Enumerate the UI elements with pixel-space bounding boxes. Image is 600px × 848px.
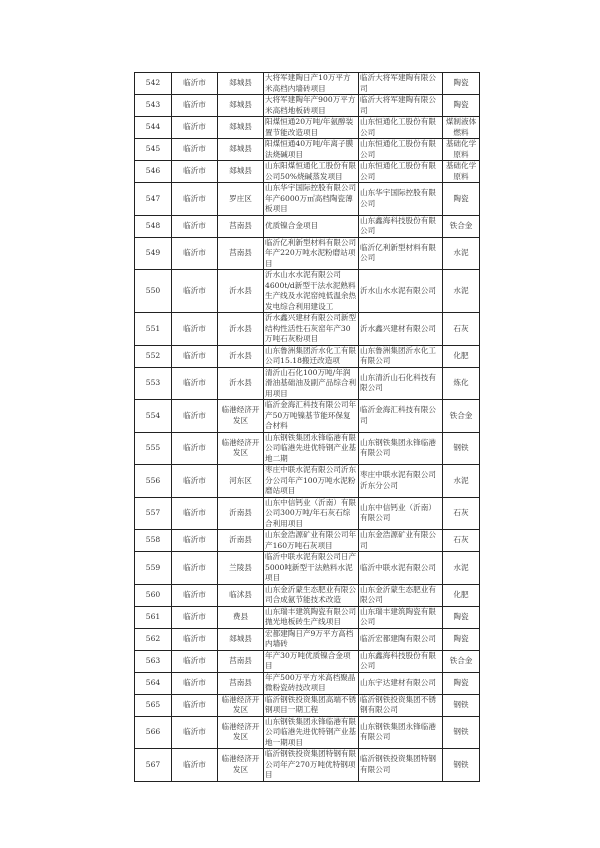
company-cell: 临沂钢铁投资集团不锈钢有限公司 [359,694,443,716]
company-cell: 山东恒通化工股份有限公司 [359,139,443,161]
table-row [135,270,480,313]
city-cell: 临沂市 [172,367,218,400]
county-cell: 河东区 [218,465,264,498]
city-cell: 临沂市 [172,650,218,672]
county-cell: 郯城县 [218,628,264,650]
project-name-cell: 宏都建陶日产9万平方高档内墙砖 [264,628,359,650]
company-cell: 山东华宇国际控股有限公司 [359,183,443,216]
row-number-cell: 567 [135,749,172,782]
county-cell: 郯城县 [218,139,264,161]
company-cell: 山东恒通化工股份有限公司 [359,117,443,139]
county-cell: 郯城县 [218,73,264,95]
row-number-cell: 542 [135,73,172,95]
industry-cell: 石灰 [443,530,480,552]
row-number-cell: 546 [135,161,172,183]
table-row [135,161,480,183]
city-cell: 临沂市 [172,313,218,346]
city-cell: 临沂市 [172,552,218,585]
industry-cell: 水泥 [443,552,480,585]
project-table [134,72,480,782]
industry-cell: 煤制液体燃料 [443,117,480,139]
row-number-cell: 555 [135,432,172,465]
company-cell: 沂水山水水泥有限公司 [359,270,443,313]
company-cell: 临沂大将军建陶有限公司 [359,95,443,117]
industry-cell: 石灰 [443,497,480,530]
county-cell: 临港经济开发区 [218,716,264,749]
company-cell: 山东金沂蒙生态肥业有限公司 [359,584,443,606]
table-row [135,73,480,95]
city-cell: 临沂市 [172,672,218,694]
industry-cell: 水泥 [443,465,480,498]
company-cell: 山东鑫海科技股份有限公司 [359,650,443,672]
row-number-cell: 558 [135,530,172,552]
industry-cell: 陶瓷 [443,183,480,216]
table-row [135,672,480,694]
city-cell: 临沂市 [172,749,218,782]
project-table-body [135,73,480,782]
city-cell: 临沂市 [172,606,218,628]
company-cell: 山东钢铁集团永锋临港有限公司 [359,716,443,749]
row-number-cell: 548 [135,215,172,237]
row-number-cell: 560 [135,584,172,606]
project-name-cell: 临沂中联水泥有限公司日产5000吨新型干法熟料水泥项目 [264,552,359,585]
company-cell: 山东宇达建材有限公司 [359,672,443,694]
table-row [135,139,480,161]
industry-cell: 水泥 [443,270,480,313]
county-cell: 郯城县 [218,161,264,183]
city-cell: 临沂市 [172,628,218,650]
county-cell: 临港经济开发区 [218,400,264,433]
industry-cell: 钢铁 [443,694,480,716]
city-cell: 临沂市 [172,694,218,716]
county-cell: 兰陵县 [218,552,264,585]
table-row [135,716,480,749]
row-number-cell: 543 [135,95,172,117]
row-number-cell: 554 [135,400,172,433]
company-cell: 枣庄中联水泥有限公司沂东分公司 [359,465,443,498]
project-name-cell: 年产30万吨优质镍合金项目 [264,650,359,672]
city-cell: 临沂市 [172,161,218,183]
project-name-cell: 山东钢铁集团永锋临港有限公司临港先进优特钢产业基地二期 [264,432,359,465]
project-name-cell: 清沂山石化100万吨/年润滑油基础油及副产品综合利用项目 [264,367,359,400]
row-number-cell: 557 [135,497,172,530]
city-cell: 临沂市 [172,183,218,216]
city-cell: 临沂市 [172,73,218,95]
project-name-cell: 沂水山水水泥有限公司4600t/d新型干法水泥熟料生产线及水泥窑纯低温余热发电综合利用建设工 [264,270,359,313]
county-cell: 沂水县 [218,367,264,400]
industry-cell: 基础化学原料 [443,139,480,161]
industry-cell: 钢铁 [443,432,480,465]
project-name-cell: 临沂钢铁投资集团特钢有限公司年产270万吨优特钢项目 [264,749,359,782]
company-cell: 山东鑫海科技股份有限公司 [359,215,443,237]
company-cell: 临沂中联水泥有限公司 [359,552,443,585]
row-number-cell: 561 [135,606,172,628]
row-number-cell: 551 [135,313,172,346]
table-row [135,400,480,433]
company-cell: 临沂宏都建陶有限公司 [359,628,443,650]
company-cell: 临沂金海汇科技有限公司 [359,400,443,433]
company-cell: 临沂亿利新型材料有限公司 [359,237,443,270]
company-cell: 山东中信钙业（沂南）有限公司 [359,497,443,530]
county-cell: 临港经济开发区 [218,432,264,465]
row-number-cell: 564 [135,672,172,694]
industry-cell: 炼化 [443,367,480,400]
row-number-cell: 550 [135,270,172,313]
project-name-cell: 年产500万平方米高档聚晶微粉瓷砖技改项目 [264,672,359,694]
project-name-cell: 阳煤恒通40万吨/年离子膜法烧碱项目 [264,139,359,161]
table-row [135,183,480,216]
table-row [135,650,480,672]
county-cell: 莒南县 [218,237,264,270]
city-cell: 临沂市 [172,432,218,465]
county-cell: 临港经济开发区 [218,749,264,782]
project-name-cell: 大将军建陶年产900万平方米高档地板砖项目 [264,95,359,117]
county-cell: 莒南县 [218,650,264,672]
city-cell: 临沂市 [172,716,218,749]
project-name-cell: 山东阳煤恒通化工股份有限公司50%烧碱蒸发项目 [264,161,359,183]
county-cell: 沂水县 [218,345,264,367]
industry-cell: 陶瓷 [443,628,480,650]
county-cell: 莒南县 [218,672,264,694]
project-name-cell: 大将军建陶日产10万平方米高档内墙砖项目 [264,73,359,95]
row-number-cell: 549 [135,237,172,270]
county-cell: 郯城县 [218,95,264,117]
city-cell: 临沂市 [172,345,218,367]
company-cell: 临沂大将军建陶有限公司 [359,73,443,95]
project-name-cell: 枣庄中联水泥有限公司沂东分公司年产100万吨水泥粉磨站项目 [264,465,359,498]
industry-cell: 基础化学原料 [443,161,480,183]
row-number-cell: 553 [135,367,172,400]
project-name-cell: 山东华宇国际控股有限公司年产6000万㎡高档陶瓷薄板项目 [264,183,359,216]
company-cell: 临沂钢铁投资集团特钢有限公司 [359,749,443,782]
project-name-cell: 山东金沂蒙生态肥业有限公司合成氨节能技术改造 [264,584,359,606]
county-cell: 临沭县 [218,584,264,606]
industry-cell: 铁合金 [443,650,480,672]
city-cell: 临沂市 [172,270,218,313]
project-name-cell: 山东金浩源矿业有限公司年产160万吨石灰项目 [264,530,359,552]
industry-cell: 化肥 [443,345,480,367]
project-name-cell: 山东瑞丰建筑陶瓷有限公司抛光地板砖生产线项目 [264,606,359,628]
company-cell: 山东金浩源矿业有限公司 [359,530,443,552]
table-row [135,530,480,552]
project-name-cell: 山东钢铁集团永锋临港有限公司临港先进优特钢产业基地一期项目 [264,716,359,749]
city-cell: 临沂市 [172,530,218,552]
city-cell: 临沂市 [172,215,218,237]
row-number-cell: 559 [135,552,172,585]
industry-cell: 水泥 [443,237,480,270]
row-number-cell: 565 [135,694,172,716]
industry-cell: 钢铁 [443,749,480,782]
project-name-cell: 临沂金海汇科技有限公司年产50万吨镍基节能环保复合材料 [264,400,359,433]
county-cell: 沂南县 [218,530,264,552]
city-cell: 临沂市 [172,584,218,606]
table-row [135,95,480,117]
row-number-cell: 556 [135,465,172,498]
project-name-cell: 临沂钢铁投资集团高端不锈钢项目一期工程 [264,694,359,716]
table-row [135,215,480,237]
industry-cell: 陶瓷 [443,95,480,117]
table-row [135,313,480,346]
industry-cell: 陶瓷 [443,672,480,694]
table-row [135,694,480,716]
row-number-cell: 562 [135,628,172,650]
county-cell: 罗庄区 [218,183,264,216]
table-row [135,237,480,270]
county-cell: 费县 [218,606,264,628]
row-number-cell: 545 [135,139,172,161]
city-cell: 临沂市 [172,465,218,498]
table-row [135,345,480,367]
row-number-cell: 544 [135,117,172,139]
city-cell: 临沂市 [172,117,218,139]
row-number-cell: 552 [135,345,172,367]
county-cell: 沂水县 [218,313,264,346]
project-name-cell: 优质镍合金项目 [264,215,359,237]
project-name-cell: 临沂亿利新型材料有限公司年产220万吨水泥粉磨站项目 [264,237,359,270]
row-number-cell: 566 [135,716,172,749]
city-cell: 临沂市 [172,400,218,433]
county-cell: 莒南县 [218,215,264,237]
company-cell: 山东恒通化工股份有限公司 [359,161,443,183]
table-row [135,497,480,530]
table-row [135,584,480,606]
table-row [135,367,480,400]
industry-cell: 陶瓷 [443,606,480,628]
industry-cell: 化肥 [443,584,480,606]
industry-cell: 陶瓷 [443,73,480,95]
company-cell: 山东钢铁集团永锋临港有限公司 [359,432,443,465]
city-cell: 临沂市 [172,497,218,530]
project-name-cell: 山东中信钙业（沂南）有限公司300万吨/年石灰石综合利用项目 [264,497,359,530]
city-cell: 临沂市 [172,139,218,161]
city-cell: 临沂市 [172,95,218,117]
project-name-cell: 沂水鑫兴建材有限公司新型结构性活性石灰窑年产30万吨石灰粉项目 [264,313,359,346]
table-row [135,749,480,782]
company-cell: 山东清沂山石化科技有限公司 [359,367,443,400]
company-cell: 山东鲁洲集团沂水化工有限公司 [359,345,443,367]
project-name-cell: 阳煤恒通20万吨/年氨醇装置节能改造项目 [264,117,359,139]
project-name-cell: 山东鲁洲集团沂水化工有限公司15.18搬迁改造项 [264,345,359,367]
table-row [135,552,480,585]
table-row [135,628,480,650]
table-row [135,606,480,628]
company-cell: 沂水鑫兴建材有限公司 [359,313,443,346]
row-number-cell: 547 [135,183,172,216]
industry-cell: 铁合金 [443,215,480,237]
industry-cell: 石灰 [443,313,480,346]
county-cell: 沂南县 [218,497,264,530]
row-number-cell: 563 [135,650,172,672]
table-row [135,117,480,139]
table-row [135,465,480,498]
county-cell: 临港经济开发区 [218,694,264,716]
company-cell: 山东瑞丰建筑陶瓷有限公司 [359,606,443,628]
table-row [135,432,480,465]
industry-cell: 钢铁 [443,716,480,749]
industry-cell: 铁合金 [443,400,480,433]
county-cell: 沂水县 [218,270,264,313]
city-cell: 临沂市 [172,237,218,270]
county-cell: 郯城县 [218,117,264,139]
